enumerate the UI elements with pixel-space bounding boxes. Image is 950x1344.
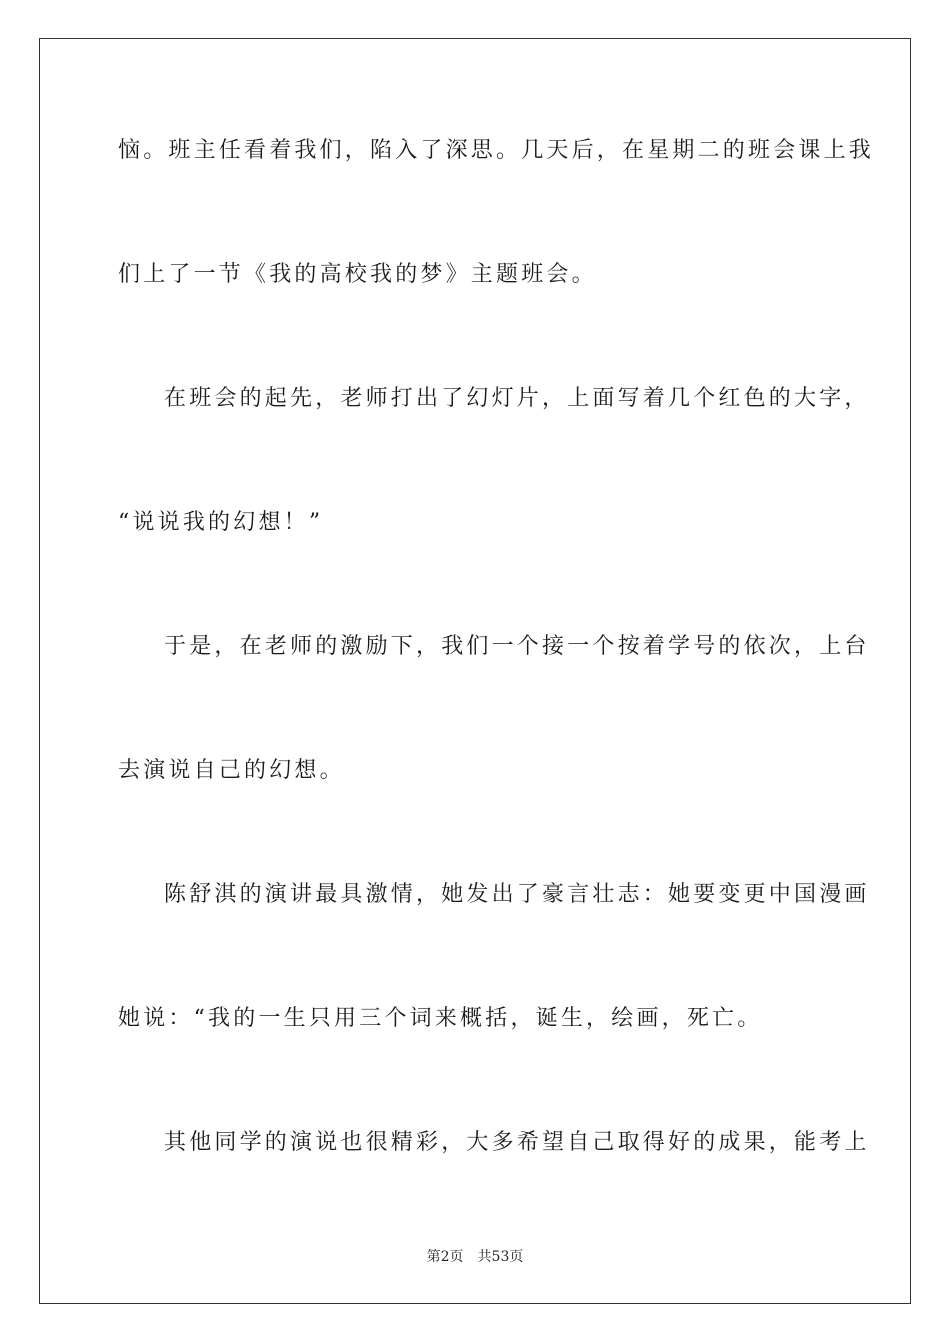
text-line-2: 们上了一节《我的高校我的梦》主题班会。 (118, 262, 597, 287)
text-line-4: “说说我的幻想！” (118, 510, 324, 535)
text-line-9: 其他同学的演说也很精彩，大多希望自己取得好的成果，能考上 (164, 1130, 870, 1155)
text-line-1: 恼。班主任看着我们，陷入了深思。几天后，在星期二的班会课上我 (118, 138, 875, 163)
page-number: 第2页 (426, 1249, 464, 1265)
page-frame (39, 38, 911, 1304)
text-line-5: 于是，在老师的激励下，我们一个接一个按着学号的依次，上台 (164, 634, 870, 659)
page-footer (0, 1248, 950, 1266)
text-line-6: 去演说自己的幻想。 (118, 758, 345, 783)
page-total: 共53页 (477, 1249, 524, 1265)
text-line-7: 陈舒淇的演讲最具激情，她发出了豪言壮志：她要变更中国漫画 (164, 882, 870, 907)
text-line-3: 在班会的起先，老师打出了幻灯片，上面写着几个红色的大字， (164, 386, 870, 411)
text-line-8: 她说：“我的一生只用三个词来概括，诞生，绘画，死亡。 (118, 1006, 763, 1031)
